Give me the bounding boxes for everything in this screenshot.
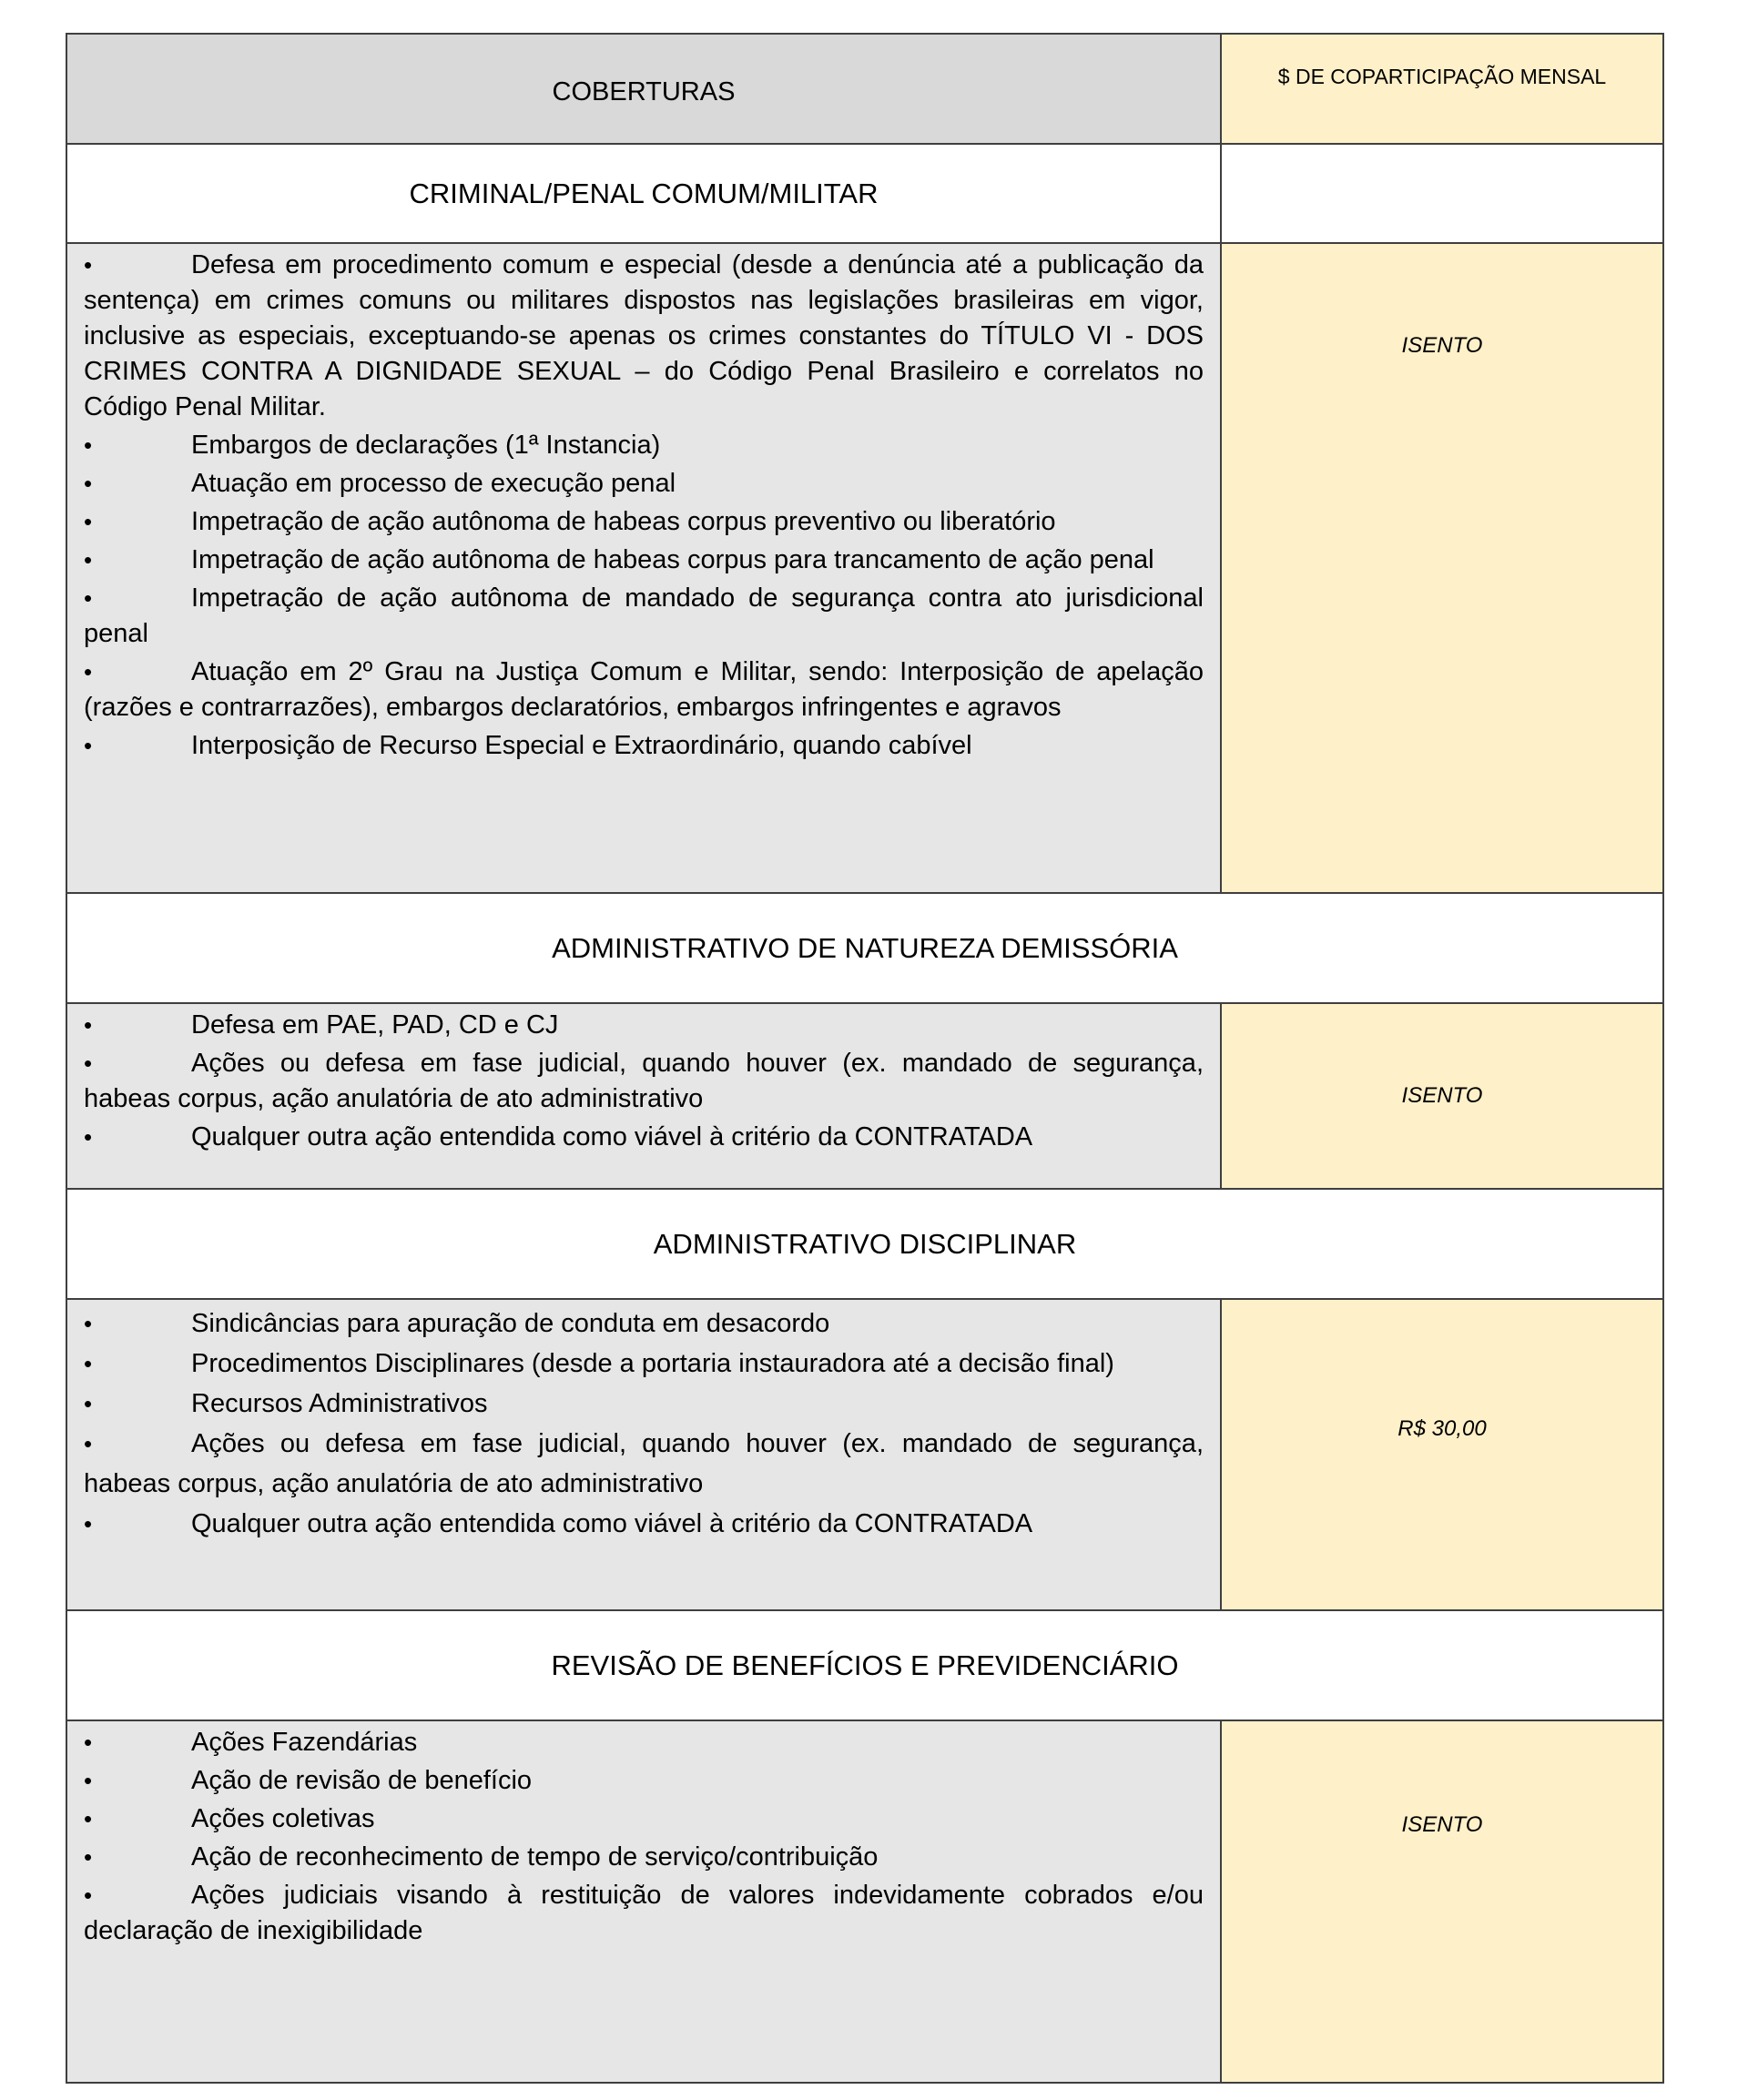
- coverage-list: [67, 1004, 1222, 1188]
- bullet-icon: •: [84, 546, 93, 573]
- bullet-icon: •: [84, 1729, 93, 1756]
- bullet-icon: •: [84, 732, 93, 759]
- coverage-column-header: COBERTURAS: [67, 35, 1222, 143]
- coverage-list: [67, 1300, 1222, 1609]
- list-item: • Embargos de declarações (1ª Instancia): [84, 428, 1204, 463]
- list-item: • Qualquer outra ação entendida como viável à critério da CONTRATADA: [84, 1504, 1204, 1544]
- bullet-icon: •: [84, 1805, 93, 1832]
- list-item: • Qualquer outra ação entendida como viável à critério da CONTRATADA: [84, 1120, 1204, 1155]
- section-body-row: [67, 1721, 1662, 2082]
- list-item: • Ação de reconhecimento de tempo de serviço/contribuição: [84, 1840, 1204, 1875]
- section-title: CRIMINAL/PENAL COMUM/MILITAR: [67, 145, 1222, 242]
- section-title-empty-cell: [1222, 145, 1662, 242]
- coverage-list: [67, 1721, 1222, 2082]
- section-title-row: [67, 145, 1662, 244]
- list-item: • Ações ou defesa em fase judicial, quando houver (ex. mandado de segurança, habeas corpus, ação anulatória de ato administrativo: [84, 1046, 1204, 1117]
- table-header-row: [67, 35, 1662, 145]
- list-item: • Sindicâncias para apuração de conduta em desacordo: [84, 1304, 1204, 1344]
- bullet-icon: •: [84, 584, 93, 612]
- bullet-icon: •: [84, 1050, 93, 1077]
- copay-column-header: $ DE COPARTICIPAÇÃO MENSAL: [1222, 35, 1662, 143]
- bullet-icon: •: [84, 251, 93, 279]
- bullet-icon: •: [84, 1011, 93, 1039]
- list-item: • Ações Fazendárias: [84, 1725, 1204, 1760]
- section-title: ADMINISTRATIVO DISCIPLINAR: [67, 1190, 1662, 1300]
- bullet-icon: •: [84, 658, 93, 685]
- list-item: • Atuação em processo de execução penal: [84, 466, 1204, 502]
- list-item: • Impetração de ação autônoma de habeas corpus preventivo ou liberatório: [84, 504, 1204, 540]
- bullet-icon: •: [84, 1310, 93, 1337]
- section-title: REVISÃO DE BENEFÍCIOS E PREVIDENCIÁRIO: [67, 1611, 1662, 1721]
- list-item: • Ações coletivas: [84, 1801, 1204, 1837]
- section-title: ADMINISTRATIVO DE NATUREZA DEMISSÓRIA: [67, 894, 1662, 1004]
- bullet-icon: •: [84, 1843, 93, 1871]
- list-item: • Ações judiciais visando à restituição de valores indevidamente cobrados e/ou declaração de inexigibilidade: [84, 1878, 1204, 1949]
- coverage-table: [66, 33, 1664, 2084]
- bullet-icon: •: [84, 1882, 93, 1909]
- coverage-list: [67, 244, 1222, 892]
- section-body-row: [67, 1300, 1662, 1611]
- list-item: • Defesa em PAE, PAD, CD e CJ: [84, 1008, 1204, 1043]
- bullet-icon: •: [84, 431, 93, 459]
- bullet-icon: •: [84, 1510, 93, 1537]
- list-item: • Defesa em procedimento comum e especial (desde a denúncia até a publicação da sentença) em crimes comuns ou militares dispostos nas legislações brasileiras em vigor, inclusive as especiais, exceptuando-se apenas os crimes constantes do TÍTULO VI - DOS CRIMES CONTRA A DIGNIDADE SEXUAL – do Código Penal Brasileiro e correlatos no Código Penal Militar.: [84, 248, 1204, 425]
- list-item: • Atuação em 2º Grau na Justiça Comum e Militar, sendo: Interposição de apelação (razões e contrarrazões), embargos declaratórios, embargos infringentes e agravos: [84, 654, 1204, 725]
- bullet-icon: •: [84, 1123, 93, 1151]
- list-item: • Procedimentos Disciplinares (desde a portaria instauradora até a decisão final): [84, 1344, 1204, 1384]
- bullet-icon: •: [84, 1390, 93, 1417]
- section-body-row: [67, 244, 1662, 894]
- copay-value: ISENTO: [1222, 244, 1662, 892]
- list-item: • Interposição de Recurso Especial e Extraordinário, quando cabível: [84, 728, 1204, 764]
- copay-value: ISENTO: [1222, 1004, 1662, 1188]
- list-item: • Recursos Administrativos: [84, 1384, 1204, 1424]
- bullet-icon: •: [84, 1350, 93, 1377]
- list-item: • Ações ou defesa em fase judicial, quando houver (ex. mandado de segurança, habeas corpus, ação anulatória de ato administrativo: [84, 1424, 1204, 1504]
- copay-value: R$ 30,00: [1222, 1300, 1662, 1609]
- bullet-icon: •: [84, 470, 93, 497]
- list-item: • Impetração de ação autônoma de mandado de segurança contra ato jurisdicional penal: [84, 581, 1204, 652]
- section-body-row: [67, 1004, 1662, 1190]
- copay-value: ISENTO: [1222, 1721, 1662, 2082]
- bullet-icon: •: [84, 1767, 93, 1794]
- list-item: • Impetração de ação autônoma de habeas corpus para trancamento de ação penal: [84, 543, 1204, 578]
- list-item: • Ação de revisão de benefício: [84, 1763, 1204, 1799]
- bullet-icon: •: [84, 508, 93, 535]
- bullet-icon: •: [84, 1430, 93, 1457]
